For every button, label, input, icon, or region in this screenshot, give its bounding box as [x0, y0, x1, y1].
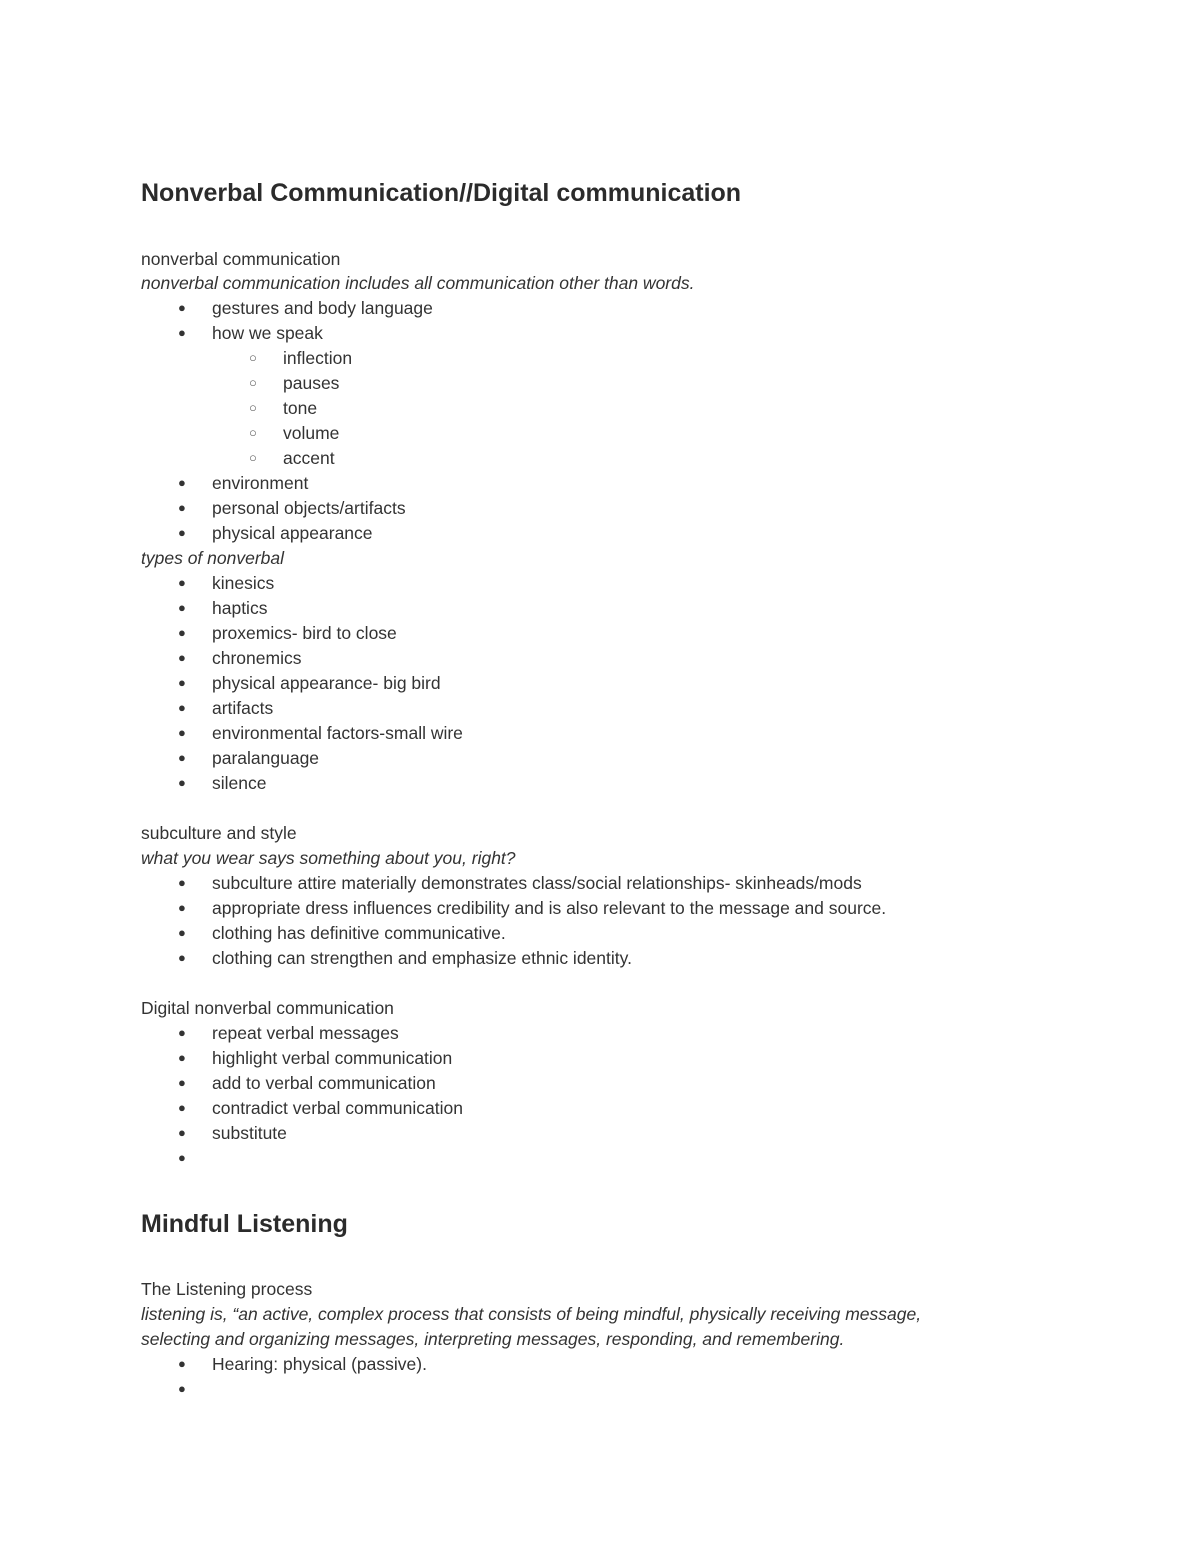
list-item: highlight verbal communication: [212, 1048, 453, 1068]
types-heading: types of nonverbal: [141, 548, 285, 568]
list-item: contradict verbal communication: [212, 1098, 463, 1118]
bullet-icon: ●: [178, 600, 186, 615]
bullet-icon: ●: [178, 1381, 186, 1396]
circle-bullet-icon: ○: [249, 425, 257, 440]
subculture-question: what you wear says something about you, right?: [141, 848, 516, 868]
sub-list-item: tone: [283, 398, 318, 418]
listening-definition-line1: listening is, “an active, complex process that consists of being mindful, physically receiving message,: [141, 1304, 922, 1324]
list-item: physical appearance: [212, 523, 373, 543]
bullet-icon: ●: [178, 325, 186, 340]
bullet-icon: ●: [178, 875, 186, 890]
list-item: environment: [212, 473, 309, 493]
listening-heading: The Listening process: [141, 1279, 313, 1299]
bullet-icon: ●: [178, 675, 186, 690]
list-item: appropriate dress influences credibility and is also relevant to the message and source.: [212, 898, 887, 918]
sub-list-item: accent: [283, 448, 335, 468]
nonverbal-heading: nonverbal communication: [141, 249, 341, 269]
list-item: gestures and body language: [212, 298, 433, 318]
listening-definition-line2: selecting and organizing messages, interpreting messages, responding, and remembering.: [141, 1329, 845, 1349]
list-item: paralanguage: [212, 748, 320, 768]
list-item: clothing has definitive communicative.: [212, 923, 506, 943]
bullet-icon: ●: [178, 900, 186, 915]
list-item: haptics: [212, 598, 268, 618]
list-item: kinesics: [212, 573, 275, 593]
bullet-icon: ●: [178, 475, 186, 490]
section-title-nonverbal: Nonverbal Communication//Digital communication: [141, 179, 742, 207]
bullet-icon: ●: [178, 775, 186, 790]
bullet-icon: ●: [178, 1050, 186, 1065]
list-item: physical appearance- big bird: [212, 673, 441, 693]
bullet-icon: ●: [178, 700, 186, 715]
bullet-icon: ●: [178, 1025, 186, 1040]
subculture-heading: subculture and style: [141, 823, 297, 843]
bullet-icon: ●: [178, 750, 186, 765]
list-item: personal objects/artifacts: [212, 498, 406, 518]
bullet-icon: ●: [178, 725, 186, 740]
list-item: add to verbal communication: [212, 1073, 436, 1093]
list-item: subculture attire materially demonstrates class/social relationships- skinheads/mods: [212, 873, 862, 893]
circle-bullet-icon: ○: [249, 450, 257, 465]
sub-list-item: volume: [283, 423, 340, 443]
list-item: how we speak: [212, 323, 323, 343]
list-item: proxemics- bird to close: [212, 623, 397, 643]
bullet-icon: ●: [178, 650, 186, 665]
bullet-icon: ●: [178, 1150, 186, 1165]
list-item: artifacts: [212, 698, 274, 718]
bullet-icon: ●: [178, 950, 186, 965]
circle-bullet-icon: ○: [249, 350, 257, 365]
bullet-icon: ●: [178, 625, 186, 640]
list-item: silence: [212, 773, 267, 793]
list-item: substitute: [212, 1123, 287, 1143]
sub-list-item: inflection: [283, 348, 353, 368]
sub-list-item: pauses: [283, 373, 340, 393]
circle-bullet-icon: ○: [249, 400, 257, 415]
circle-bullet-icon: ○: [249, 375, 257, 390]
bullet-icon: ●: [178, 575, 186, 590]
bullet-icon: ●: [178, 1125, 186, 1140]
bullet-icon: ●: [178, 1100, 186, 1115]
nonverbal-definition: nonverbal communication includes all communication other than words.: [141, 273, 695, 293]
bullet-icon: ●: [178, 1075, 186, 1090]
list-item: repeat verbal messages: [212, 1023, 399, 1043]
digital-heading: Digital nonverbal communication: [141, 998, 394, 1018]
list-item: environmental factors-small wire: [212, 723, 463, 743]
bullet-icon: ●: [178, 925, 186, 940]
bullet-icon: ●: [178, 500, 186, 515]
list-item: chronemics: [212, 648, 302, 668]
list-item: Hearing: physical (passive).: [212, 1354, 427, 1374]
bullet-icon: ●: [178, 525, 186, 540]
bullet-icon: ●: [178, 300, 186, 315]
bullet-icon: ●: [178, 1356, 186, 1371]
list-item: clothing can strengthen and emphasize ethnic identity.: [212, 948, 632, 968]
section-title-mindful-listening: Mindful Listening: [141, 1210, 348, 1238]
